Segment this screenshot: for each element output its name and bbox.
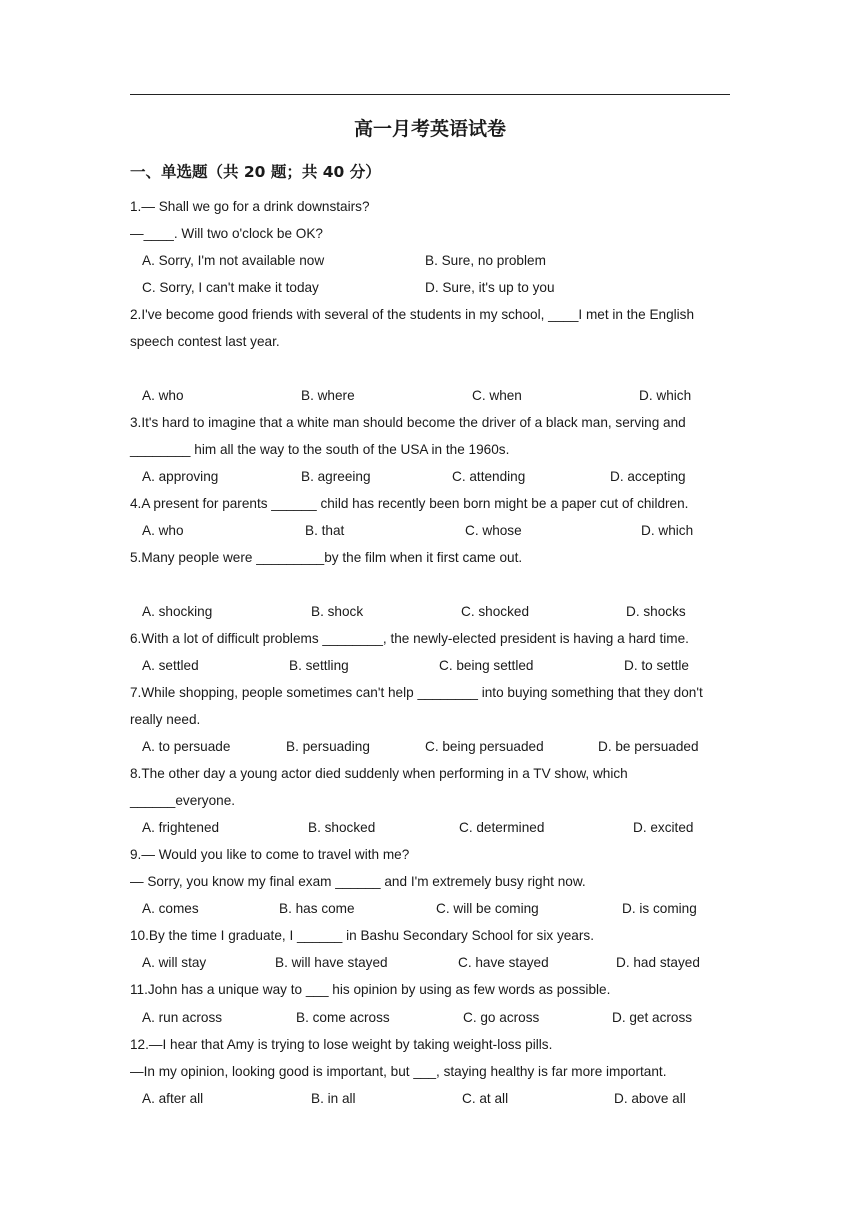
question-12-line-2: —In my opinion, looking good is important, but ___, staying healthy is far more important. [130,1064,667,1079]
question-3-line-2: ________ him all the way to the south of the USA in the 1960s. [130,442,510,457]
question-1-option-d: D. Sure, it's up to you [425,280,555,295]
question-7-line-2: really need. [130,712,201,727]
section-heading: 一、单选题（共 20 题；共 40 分） [130,163,381,181]
question-12-option-b: B. in all [311,1091,356,1106]
question-4-option-b: B. that [305,523,345,538]
question-3-line-1: 3.It's hard to imagine that a white man should become the driver of a black man, serving and [130,415,686,430]
question-8-line-2: ______everyone. [130,793,236,808]
question-12-line-1: 12.—I hear that Amy is trying to lose weight by taking weight-loss pills. [130,1037,553,1052]
question-6-option-a: A. settled [142,658,199,673]
exam-title: 高一月考英语试卷 [353,118,506,140]
question-6-option-d: D. to settle [624,658,689,673]
question-10-option-c: C. have stayed [458,955,549,970]
question-9-line-2: — Sorry, you know my final exam ______ and I'm extremely busy right now. [130,874,586,889]
question-1-line-1: 1.— Shall we go for a drink downstairs? [130,199,370,214]
question-11-line-1: 11.John has a unique way to ___ his opinion by using as few words as possible. [130,982,611,997]
question-11-option-a: A. run across [142,1010,223,1025]
question-8-option-a: A. frightened [142,820,220,835]
question-2-line-1: 2.I've become good friends with several of the students in my school, ____I met in the English [130,307,695,322]
question-8-option-c: C. determined [459,820,545,835]
question-12-option-a: A. after all [142,1091,204,1106]
question-2-option-b: B. where [301,388,355,403]
question-5-option-a: A. shocking [142,604,213,619]
header-rule [130,94,730,95]
question-9-line-1: 9.— Would you like to come to travel with me? [130,847,410,862]
question-7-option-d: D. be persuaded [598,739,699,754]
question-7-option-c: C. being persuaded [425,739,544,754]
question-6-option-c: C. being settled [439,658,534,673]
question-5-option-c: C. shocked [461,604,530,619]
question-12-option-d: D. above all [614,1091,686,1106]
question-5-option-d: D. shocks [626,604,686,619]
question-8-option-d: D. excited [633,820,694,835]
question-10-option-a: A. will stay [142,955,207,970]
question-9-option-a: A. comes [142,901,199,916]
question-3-option-c: C. attending [452,469,526,484]
question-4-option-d: D. which [641,523,694,538]
question-7-line-1: 7.While shopping, people sometimes can't help ________ into buying something that they don't [130,685,703,700]
question-4-option-a: A. who [142,523,184,538]
question-12-option-c: C. at all [462,1091,509,1106]
question-8-option-b: B. shocked [308,820,376,835]
question-9-option-c: C. will be coming [436,901,539,916]
question-5-line-1: 5.Many people were _________by the film when it first came out. [130,550,523,565]
question-2-option-c: C. when [472,388,522,403]
question-6-option-b: B. settling [289,658,349,673]
question-3-option-a: A. approving [142,469,219,484]
question-1-line-2: —____. Will two o'clock be OK? [130,226,323,241]
question-2-line-2: speech contest last year. [130,334,280,349]
question-10-option-d: D. had stayed [616,955,700,970]
question-5-option-b: B. shock [311,604,364,619]
question-11-option-b: B. come across [296,1010,390,1025]
question-8-line-1: 8.The other day a young actor died suddenly when performing in a TV show, which [130,766,628,781]
question-9-option-d: D. is coming [622,901,697,916]
question-2-option-a: A. who [142,388,184,403]
question-7-option-a: A. to persuade [142,739,231,754]
question-10-line-1: 10.By the time I graduate, I ______ in Bashu Secondary School for six years. [130,928,594,943]
question-1-option-c: C. Sorry, I can't make it today [142,280,319,295]
question-4-line-1: 4.A present for parents ______ child has recently been born might be a paper cut of children. [130,496,689,511]
question-1-option-b: B. Sure, no problem [425,253,546,268]
question-9-option-b: B. has come [279,901,355,916]
question-7-option-b: B. persuading [286,739,370,754]
question-4-option-c: C. whose [465,523,522,538]
question-2-option-d: D. which [639,388,692,403]
question-11-option-c: C. go across [463,1010,540,1025]
question-6-line-1: 6.With a lot of difficult problems ________, the newly-elected president is having a hard time. [130,631,689,646]
question-11-option-d: D. get across [612,1010,693,1025]
question-3-option-d: D. accepting [610,469,686,484]
question-3-option-b: B. agreeing [301,469,371,484]
question-1-option-a: A. Sorry, I'm not available now [142,253,325,268]
question-10-option-b: B. will have stayed [275,955,388,970]
